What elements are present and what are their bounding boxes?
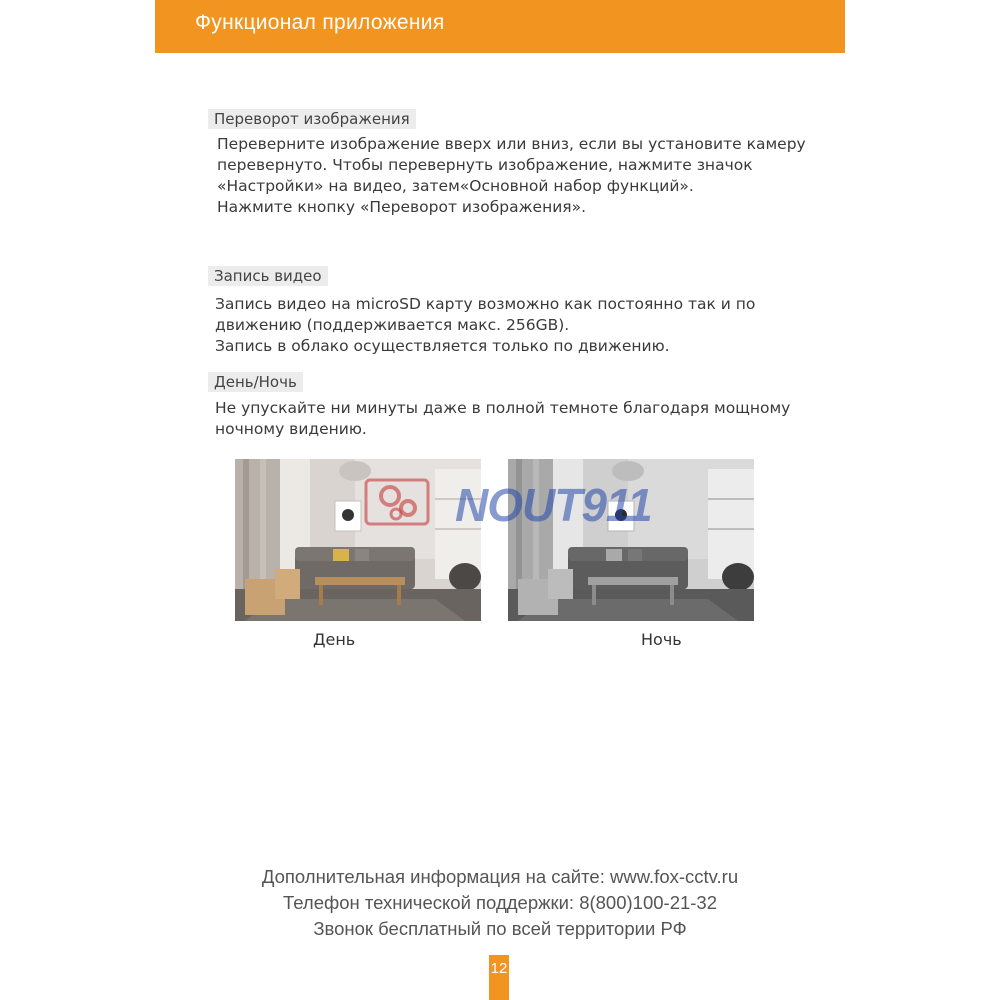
section-text-day-night <box>215 398 790 440</box>
section-text-video-recording <box>215 294 755 357</box>
page-header <box>155 0 845 53</box>
night-caption: Ночь <box>641 630 682 649</box>
footer-website: Дополнительная информация на сайте: www.fox-cctv.ru <box>261 866 739 887</box>
text-line: ночному видению. <box>215 420 367 438</box>
text-line: движению (поддерживается макс. 256GB). <box>215 316 570 334</box>
footer-free-call: Звонок бесплатный по всей территории РФ <box>313 918 687 939</box>
text-line: Запись видео на microSD карту возможно как постоянно так и по <box>215 295 756 313</box>
text-line: Не упускайте ни минуты даже в полной темноте благодаря мощному <box>215 399 791 417</box>
page-title: Функционал приложения <box>195 11 445 34</box>
page-number: 12 <box>489 955 509 1000</box>
section-label-video-recording: Запись видео <box>208 266 328 286</box>
watermark <box>360 474 660 534</box>
day-caption: День <box>313 630 356 649</box>
text-line: Переверните изображение вверх или вниз, если вы установите камеру <box>217 135 806 153</box>
text-line: «Настройки» на видео, затем«Основной набор функций». <box>217 177 694 195</box>
section-text-image-flip <box>217 134 806 218</box>
footer-phone: Телефон технической поддержки: 8(800)100-21-32 <box>282 892 718 913</box>
text-line: Запись в облако осуществляется только по движению. <box>215 337 670 355</box>
watermark-logo-icon <box>360 474 450 534</box>
watermark-text: NOUT911 <box>455 479 652 531</box>
section-label-day-night: День/Ночь <box>208 372 303 392</box>
text-line: Нажмите кнопку «Переворот изображения». <box>217 198 587 216</box>
section-label-image-flip: Переворот изображения <box>208 109 416 129</box>
text-line: перевернуто. Чтобы перевернуть изображение, нажмите значок <box>217 156 753 174</box>
